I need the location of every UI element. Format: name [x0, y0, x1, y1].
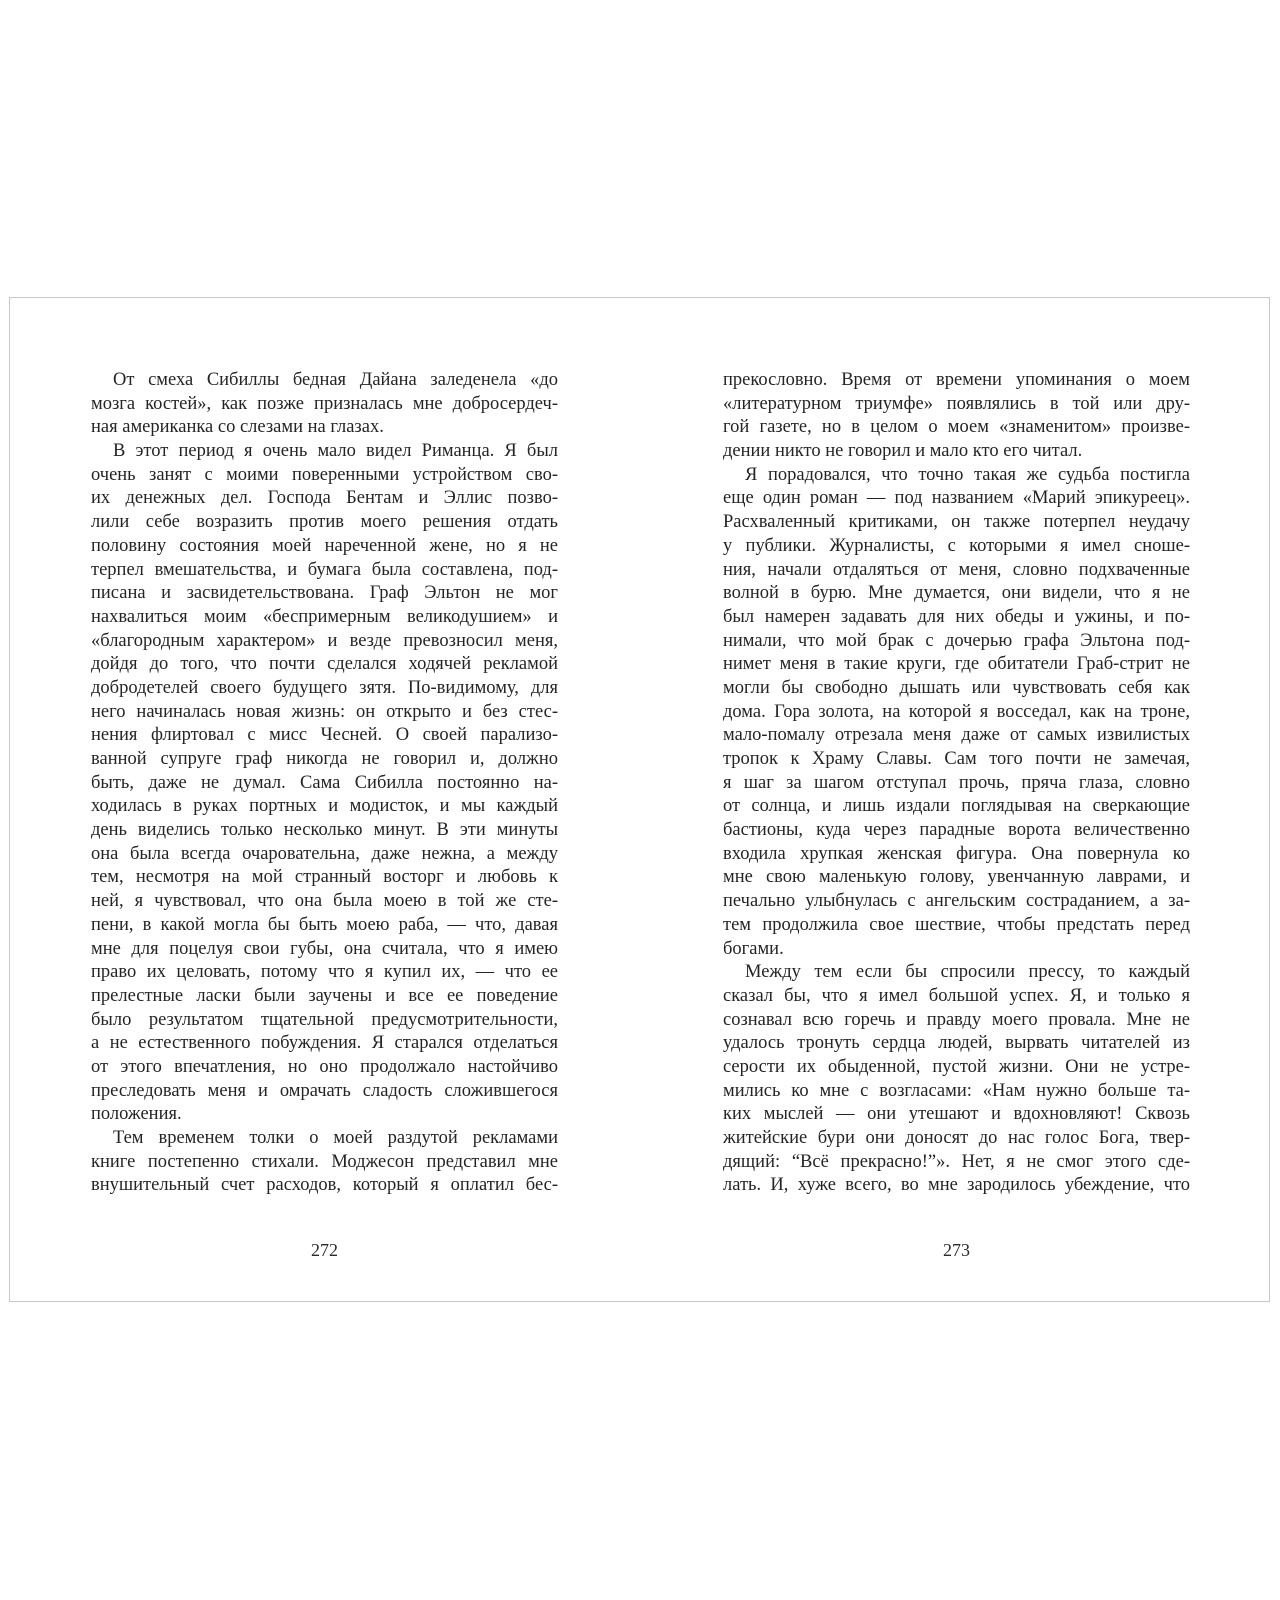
text-line: ванной супруге граф никогда не говорил и, должно: [91, 749, 558, 769]
text-line: тем, несмотря на мой странный восторг и любовь к: [91, 867, 558, 888]
text-line: Я порадовался, что точно такая же судьба постигла: [745, 464, 1190, 485]
text-line: мало-помалу отрезала меня даже от самых извилистых: [723, 725, 1190, 746]
text-line: Между тем если бы спросили прессу, то каждый: [745, 962, 1190, 983]
text-line: был намерен задавать для них обеды и ужины, и по-: [723, 606, 1190, 627]
text-line: мне для поцелуя свои губы, она считала, что я имею: [91, 938, 558, 959]
text-line: мне свою маленькую голову, увенчанную лаврами, и: [723, 867, 1190, 888]
text-line: половину состояния моей нареченной жене, но я не: [91, 535, 558, 556]
text-line: него начиналась новая жизнь: он открыто и без стес-: [91, 701, 558, 722]
text-line: прекословно. Время от времени упоминания о моем: [723, 370, 1190, 390]
text-line: нахвалиться моим «беспримерным великодушием» и: [91, 606, 558, 627]
text-line: богами.: [723, 938, 784, 959]
text-line: преследовать меня и омрачать сладость сложившегося: [91, 1080, 558, 1101]
text-line: В этот период я очень мало видел Риманца. Я был: [113, 441, 558, 462]
text-line: нимет меня в такие круги, где обитатели Граб-стрит не: [723, 654, 1190, 675]
text-line: волной в бурю. Мне думается, они видели, что я не: [723, 583, 1190, 604]
page-right-text-column: [723, 369, 1190, 1198]
text-line: от солнца, и лишь издали поглядывая на сверкающие: [723, 796, 1190, 817]
text-line: лили себе возразить против моего решения отдать: [91, 512, 558, 533]
text-line: тем продолжила свое шествие, чтобы предстать перед: [723, 914, 1190, 935]
text-line: мозга костей», как позже призналась мне добросердеч-: [91, 393, 558, 414]
text-line: их денежных дел. Господа Бентам и Эллис позво-: [91, 488, 558, 509]
text-line: книге постепенно стихали. Моджесон представил мне: [91, 1151, 558, 1172]
text-line: «благородным характером» и везде превозносил меня,: [91, 630, 558, 651]
text-line: гой газете, но в целом о моем «знаменитом» произве-: [723, 417, 1190, 438]
text-line: ких мыслей — они утешают и вдохновляют! Сквозь: [723, 1104, 1190, 1125]
text-line: лать. И, хуже всего, во мне зародилось убеждение, что: [723, 1175, 1190, 1196]
text-line: пени, в какой могла бы быть моею раба, — что, давая: [91, 914, 558, 935]
text-line: печально улыбнулась с ангельским состраданием, а за-: [723, 891, 1190, 912]
page-left-text-column: [91, 369, 558, 1198]
text-line: ния, начали отдаляться от меня, словно подхваченные: [723, 559, 1190, 580]
text-line: дящий: “Всё прекрасно!”». Нет, я не смог этого сде-: [723, 1151, 1190, 1172]
book-spread: [9, 297, 1270, 1302]
text-line: писана и засвидетельствована. Граф Эльтон не мог: [91, 583, 558, 604]
text-line: От смеха Сибиллы бедная Дайана заледенела «до: [113, 370, 558, 390]
page-left-number: 272: [311, 1240, 338, 1260]
text-line: удалось тронуть сердца людей, вырвать читателей из: [723, 1033, 1190, 1054]
text-line: быть, даже не думал. Сама Сибилла постоянно на-: [91, 772, 558, 793]
text-line: еще один роман — под названием «Марий эпикуреец».: [723, 488, 1190, 509]
text-line: право их целовать, потому что я купил их, — что ее: [91, 962, 558, 983]
text-line: прелестные ласки были заучены и все ее поведение: [91, 985, 558, 1006]
text-line: было результатом тщательной предусмотрительности,: [91, 1009, 558, 1030]
text-line: житейские бури они доносят до нас голос Бога, твер-: [723, 1128, 1190, 1148]
text-line: у публики. Журналисты, с которыми я имел сноше-: [723, 535, 1190, 556]
text-line: дении никто не говорил и мало кто его читал.: [723, 441, 1083, 462]
text-line: терпел вмешательства, и бумага была составлена, под-: [91, 559, 558, 580]
text-line: дойдя до того, что почти сделался ходячей рекламой: [91, 654, 558, 675]
text-line: входила хрупкая женская фигура. Она повернула ко: [723, 843, 1190, 864]
text-line: положения.: [91, 1104, 182, 1125]
text-line: бастионы, куда через парадные ворота величественно: [723, 820, 1190, 841]
text-line: сознавал всю горечь и правду моего провала. Мне не: [723, 1009, 1190, 1030]
text-line: Расхваленный критиками, он также потерпел неудачу: [723, 512, 1190, 533]
text-line: сказал бы, что я имел большой успех. Я, и только я: [723, 985, 1190, 1006]
text-line: день виделись только несколько минут. В эти минуты: [91, 820, 558, 841]
text-line: а не естественного побуждения. Я старался отделаться: [91, 1033, 558, 1054]
text-line: нимали, что мой брак с дочерью графа Эльтона под-: [723, 630, 1190, 651]
text-line: внушительный счет расходов, который я оплатил бес-: [91, 1175, 558, 1196]
text-line: ней, я чувствовал, что она была моею в той же сте-: [91, 891, 558, 912]
text-line: дома. Гора золота, на которой я восседал, как на троне,: [723, 701, 1190, 722]
text-line: тропок к Храму Славы. Сам того почти не замечая,: [723, 749, 1190, 769]
text-line: она была всегда очаровательна, даже нежна, а между: [91, 843, 558, 864]
text-line: серости их обыденной, пустой жизни. Они не устре-: [723, 1056, 1190, 1077]
text-line: могли бы свободно дышать или чувствовать себя как: [723, 677, 1190, 698]
text-line: добродетелей своего будущего зятя. По-видимому, для: [91, 677, 558, 698]
text-line: Тем временем толки о моей раздутой рекламами: [113, 1128, 558, 1148]
text-line: «литературном триумфе» появлялись в той или дру-: [723, 393, 1190, 414]
page-right-number: 273: [943, 1240, 970, 1260]
text-line: ходилась в руках портных и модисток, и мы каждый: [91, 796, 558, 817]
text-line: очень занят с моими поверенными устройством сво-: [91, 464, 558, 485]
text-line: ная американка со слезами на глазах.: [91, 417, 384, 438]
text-line: от этого впечатления, но оно продолжало настойчиво: [91, 1056, 558, 1077]
text-line: мились ко мне с возгласами: «Нам нужно больше та-: [723, 1080, 1190, 1101]
text-line: нения флиртовал с мисс Чесней. О своей парализо-: [91, 725, 558, 746]
text-line: я шаг за шагом отступал прочь, пряча глаза, словно: [723, 772, 1190, 793]
